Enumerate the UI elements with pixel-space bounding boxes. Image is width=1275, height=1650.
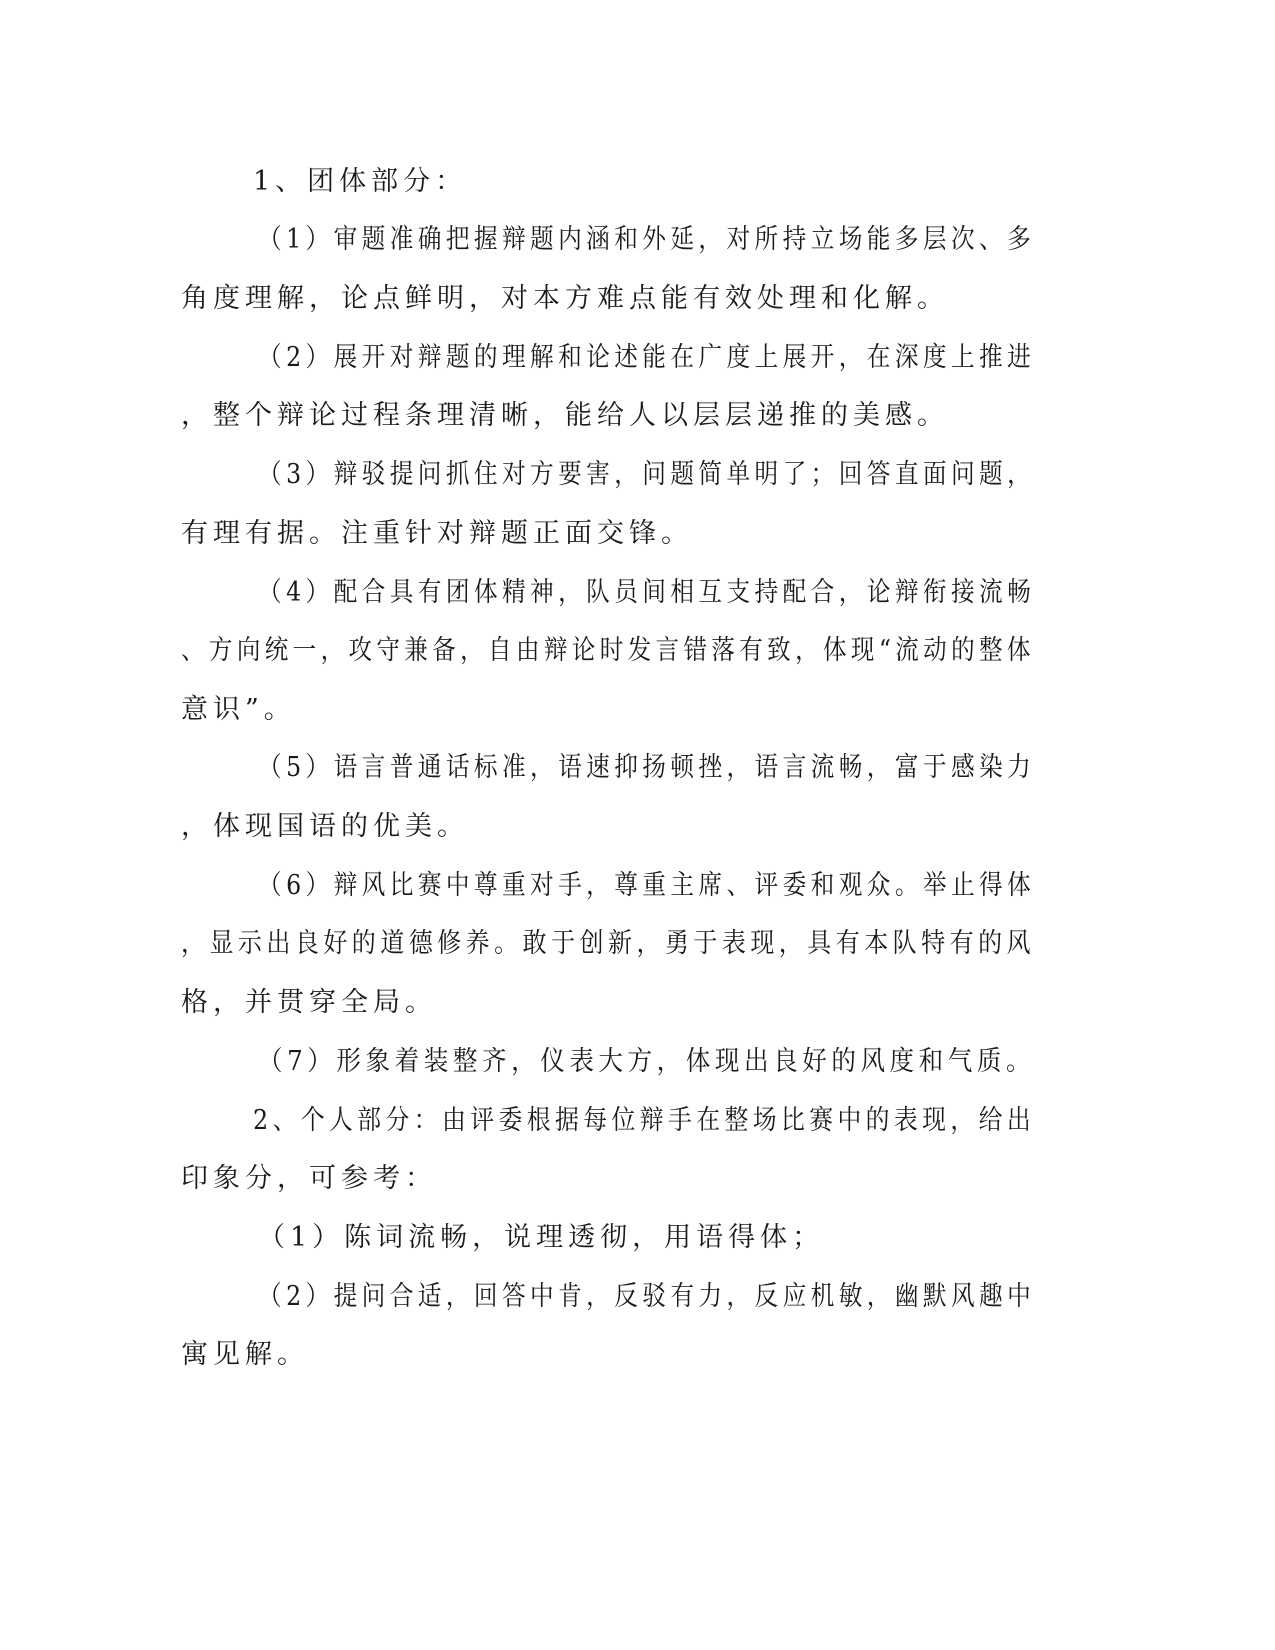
item-1-1-line-2: 角度理解，论点鲜明，对本方难点能有效处理和化解。: [181, 283, 949, 314]
item-1-5-line-2: ，体现国语的优美。: [181, 811, 469, 842]
item-1-3-line-1: （3）辩驳提问抓住对方要害，问题简单明了；回答直面问题，: [258, 459, 1036, 490]
item-2-2-line-2: 寓见解。: [181, 1339, 309, 1370]
item-1-2-line-1: （2）展开对辩题的理解和论述能在广度上展开，在深度上推进: [258, 342, 1036, 373]
item-1-7-line-1: （7）形象着装整齐，仪表大方，体现出良好的风度和气质。: [258, 1046, 1036, 1077]
item-1-4-line-2: 、方向统一，攻守兼备，自由辩论时发言错落有致，体现“流动的整体: [181, 635, 1035, 666]
item-1-2-line-2: ，整个辩论过程条理清晰，能给人以层层递推的美感。: [181, 400, 949, 431]
item-1-5-line-1: （5）语言普通话标准，语速抑扬顿挫，语言流畅，富于感染力: [258, 752, 1036, 783]
section-2-heading: 2、个人部分：由评委根据每位辩手在整场比赛中的表现，给出: [253, 1105, 1036, 1136]
item-1-3-line-2: 有理有据。注重针对辩题正面交锋。: [181, 518, 693, 549]
section-1-heading: 1、团体部分：: [253, 166, 468, 197]
item-1-6-line-1: （6）辩风比赛中尊重对手，尊重主席、评委和观众。举止得体: [258, 870, 1036, 901]
item-1-4-line-3: 意识”。: [181, 694, 296, 725]
item-1-4-line-1: （4）配合具有团体精神，队员间相互支持配合，论辩衔接流畅: [258, 577, 1036, 608]
item-1-6-line-2: ，显示出良好的道德修养。敢于创新，勇于表现，具有本队特有的风: [181, 928, 1036, 959]
item-2-2-line-1: （2）提问合适，回答中肯，反驳有力，反应机敏，幽默风趣中: [258, 1281, 1036, 1312]
item-2-1-line-1: （1）陈词流畅，说理透彻，用语得体；: [258, 1222, 825, 1253]
section-2-line-2: 印象分，可参考：: [181, 1163, 437, 1194]
item-1-1-line-1: （1）审题准确把握辩题内涵和外延，对所持立场能多层次、多: [258, 224, 1036, 255]
item-1-6-line-3: 格，并贯穿全局。: [181, 987, 437, 1018]
